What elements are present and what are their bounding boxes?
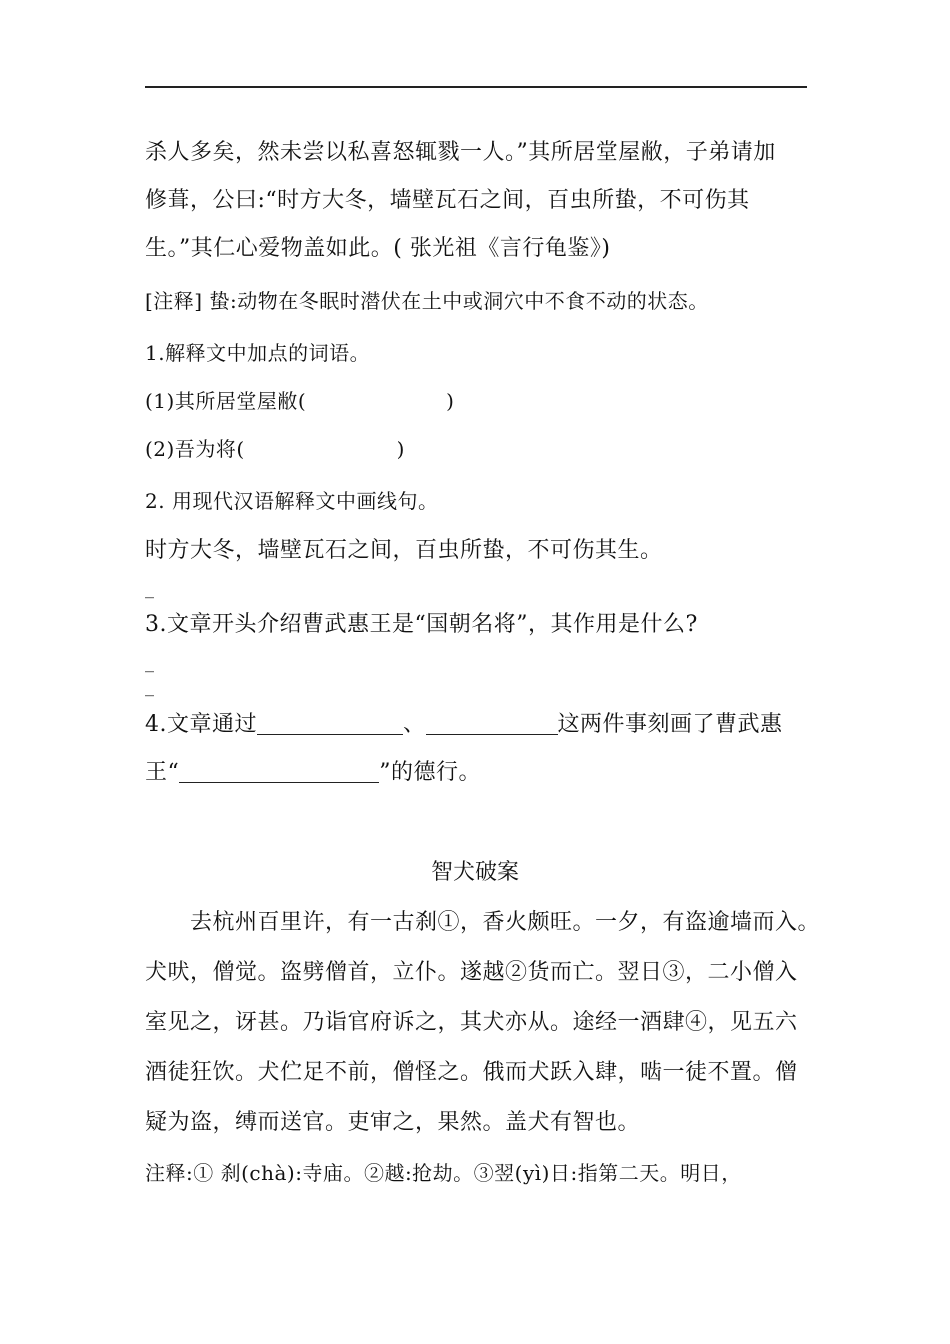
question-3-answer-line-1[interactable]: _ — [145, 652, 154, 673]
passage1-note: [注释] 蛰:动物在冬眠时潜伏在土中或洞穴中不食不动的状态。 — [145, 289, 709, 313]
question-1-item-2-close: ) — [396, 437, 405, 461]
question-1-item-2 — [145, 434, 405, 464]
passage2-line-1: 去杭州百里许，有一古刹①，香火颇旺。一夕，有盗逾墙而入。 — [190, 910, 821, 935]
question-2-answer-line[interactable]: _ — [145, 578, 154, 599]
question-4-sep: 、 — [403, 712, 426, 737]
question-4-text-b: 这两件事刻画了曹武惠 — [557, 712, 783, 737]
question-1-item-1-text: (1)其所居堂屋敝( — [145, 389, 307, 413]
question-2: 2. 用现代汉语解释文中画线句。 — [145, 489, 439, 513]
question-4-text-c: 王“ — [145, 760, 180, 785]
question-1-item-2-text: (2)吾为将( — [145, 437, 245, 461]
passage1-line-3: 生。”其仁心爱物盖如此。( 张光祖《言行龟鉴》) — [145, 236, 611, 261]
question-1: 1.解释文中加点的词语。 — [145, 341, 371, 365]
question-1-item-1 — [145, 386, 454, 416]
passage1-line-2: 修葺，公曰:“时方大冬，墙壁瓦石之间，百虫所蛰，不可伤其 — [145, 188, 750, 213]
passage2-line-3: 室见之，讶甚。乃诣官府诉之，其犬亦从。途经一酒肆④，见五六 — [145, 1010, 798, 1035]
passage2-line-2: 犬吠，僧觉。盗劈僧首，立仆。遂越②货而亡。翌日③，二小僧入 — [145, 960, 798, 985]
passage2-line-4: 酒徒狂饮。犬伫足不前，僧怪之。俄而犬跃入肆，啮一徒不置。僧 — [145, 1060, 798, 1085]
question-4-blank-1[interactable] — [257, 712, 403, 735]
question-4-line-2 — [145, 758, 481, 788]
passage1-line-1: 杀人多矣，然未尝以私喜怒辄戮一人。”其所居堂屋敝，子弟请加 — [145, 140, 776, 165]
question-1-item-1-close: ) — [446, 389, 455, 413]
question-4-blank-3[interactable] — [179, 760, 379, 783]
header-rule — [145, 86, 807, 88]
question-3-answer-line-2[interactable]: _ — [145, 676, 154, 697]
question-3: 3.文章开头介绍曹武惠王是“国朝名将”，其作用是什么? — [145, 612, 698, 637]
passage2-title: 智犬破案 — [430, 860, 519, 885]
question-4-line-1 — [145, 710, 783, 740]
passage2-note: 注释:① 刹(chà):寺庙。②越:抢劫。③翌(yì)日:指第二天。明日， — [145, 1161, 742, 1185]
question-4-text-d: ”的德行。 — [379, 760, 481, 785]
question-4-text-a: 4.文章通过 — [145, 712, 257, 737]
question-4-blank-2[interactable] — [426, 712, 558, 735]
passage2-line-5: 疑为盗，缚而送官。吏审之，果然。盖犬有智也。 — [145, 1110, 641, 1135]
question-2-sentence: 时方大冬，墙壁瓦石之间，百虫所蛰，不可伤其生。 — [145, 538, 663, 563]
